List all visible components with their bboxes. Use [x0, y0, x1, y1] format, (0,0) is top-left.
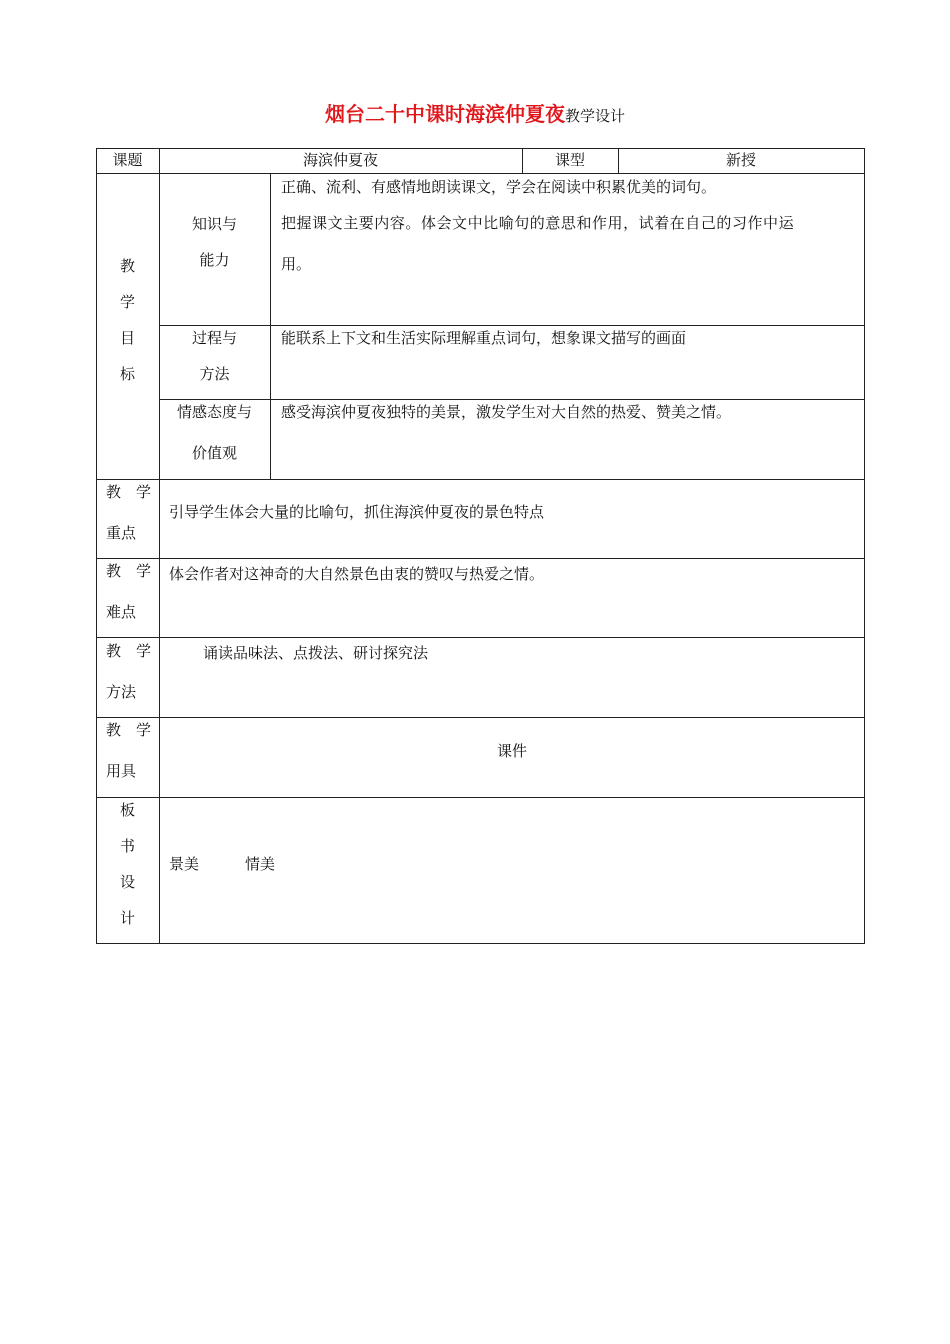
- methods-label: 方法: [106, 683, 137, 701]
- table-border-right: [864, 148, 865, 944]
- process-text: 能联系上下文和生活实际理解重点词句，想象课文描写的画面: [281, 329, 687, 347]
- board-label-char: 板: [119, 801, 135, 819]
- title-main: 烟台二十中课时海滨仲夏夜: [324, 102, 565, 126]
- process-label: 方法: [199, 365, 230, 383]
- topic-value: 海滨仲夏夜: [302, 151, 378, 169]
- emotion-label: 价值观: [191, 444, 237, 462]
- knowledge-text: 用。: [281, 255, 312, 273]
- page-title: [0, 98, 950, 127]
- goals-label-char: 学: [119, 293, 135, 311]
- type-value: 新授: [725, 151, 756, 169]
- board-item: 情美: [245, 855, 276, 873]
- knowledge-label: 能力: [199, 251, 230, 269]
- tools-text: 课件: [496, 742, 527, 760]
- table-row-divider: [96, 637, 865, 638]
- board-item: 景美: [169, 855, 200, 873]
- table-col-divider: [270, 173, 271, 480]
- table-border-bottom: [96, 943, 865, 944]
- key-points-text: 引导学生体会大量的比喻句，抓住海滨仲夏夜的景色特点: [169, 503, 545, 521]
- title-suffix: 教学设计: [564, 107, 625, 125]
- table-row-divider: [96, 173, 865, 174]
- table-row-divider: [96, 558, 865, 559]
- knowledge-label: 知识与: [191, 215, 237, 233]
- board-label-char: 计: [119, 909, 135, 927]
- process-label: 过程与: [191, 329, 237, 347]
- difficulties-label: 教 学: [106, 562, 152, 580]
- goals-label-char: 目: [119, 329, 135, 347]
- tools-label: 教 学: [106, 721, 152, 739]
- board-label-char: 书: [119, 837, 135, 855]
- table-row-divider: [96, 479, 865, 480]
- emotion-text: 感受海滨仲夏夜独特的美景，激发学生对大自然的热爱、赞美之情。: [281, 403, 732, 421]
- key-points-label: 教 学: [106, 483, 152, 501]
- methods-text: 诵读品味法、点拨法、研讨探究法: [203, 644, 429, 662]
- table-row-divider: [159, 325, 865, 326]
- label-type: 课型: [554, 151, 585, 169]
- knowledge-text: 正确、流利、有感情地朗读课文，学会在阅读中积累优美的词句。: [281, 178, 717, 196]
- table-row-divider: [159, 399, 865, 400]
- difficulties-text: 体会作者对这神奇的大自然景色由衷的赞叹与热爱之情。: [169, 565, 545, 583]
- label-topic: 课题: [112, 151, 143, 169]
- key-points-label: 重点: [106, 524, 137, 542]
- goals-label-char: 教: [119, 257, 135, 275]
- table-row-divider: [96, 797, 865, 798]
- board-label-char: 设: [119, 873, 135, 891]
- methods-label: 教 学: [106, 642, 152, 660]
- emotion-label: 情感态度与: [176, 403, 252, 421]
- tools-label: 用具: [106, 762, 137, 780]
- table-border-top: [96, 148, 865, 149]
- knowledge-text: 把握课文主要内容。体会文中比喻句的意思和作用，试着在自己的习作中运: [281, 214, 795, 232]
- table-row-divider: [96, 717, 865, 718]
- difficulties-label: 难点: [106, 603, 137, 621]
- goals-label-char: 标: [119, 365, 135, 383]
